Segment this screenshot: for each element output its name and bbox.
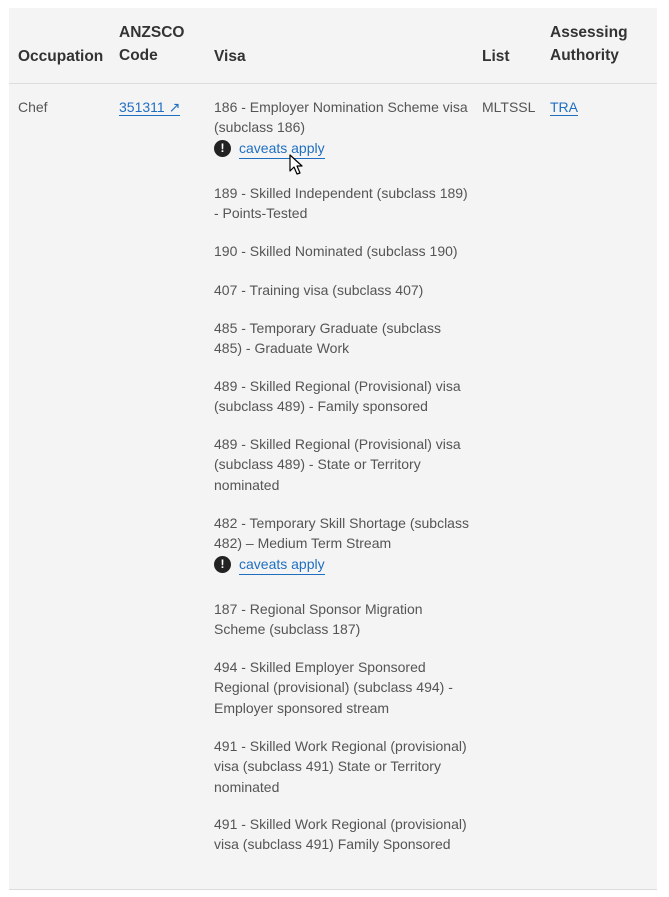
mouse-cursor-icon (289, 154, 305, 176)
anzsco-code-cell (119, 97, 180, 117)
list-cell: MLTSSL (482, 99, 536, 115)
header-list: List (482, 48, 510, 65)
header-assessing-authority: Assessing Authority (550, 24, 628, 64)
assessing-authority-link[interactable]: TRA (550, 99, 578, 115)
external-link-icon: ↗ (168, 99, 181, 115)
visa-item: 494 - Skilled Employer Sponsored Regional (provisional) (subclass 494) - Employer sponsored stream (214, 659, 453, 716)
visa-item (214, 97, 469, 159)
visa-item: 489 - Skilled Regional (Provisional) visa (subclass 489) - Family sponsored (214, 378, 461, 415)
caveat-row (214, 138, 469, 159)
warning-icon: ! (214, 140, 231, 157)
visa-186-text: 186 - Employer Nomination Scheme visa (subclass 186) (214, 99, 468, 136)
visa-item: 190 - Skilled Nominated (subclass 190) (214, 243, 458, 259)
warning-icon: ! (214, 556, 231, 573)
anzsco-code-link[interactable] (119, 99, 180, 116)
visa-item: 407 - Training visa (subclass 407) (214, 282, 424, 298)
occupation-cell: Chef (18, 99, 48, 115)
caveats-apply-link[interactable]: caveats apply (239, 138, 325, 159)
table-header (9, 8, 657, 84)
occupation-table (9, 8, 657, 890)
visa-item (214, 513, 469, 575)
visa-item: 491 - Skilled Work Regional (provisional) visa (subclass 491) Family Sponsored (214, 816, 467, 853)
visa-item: 489 - Skilled Regional (Provisional) visa (subclass 489) - State or Territory nominated (214, 436, 461, 493)
table-row (9, 84, 657, 889)
visa-item: 485 - Temporary Graduate (subclass 485) - Graduate Work (214, 320, 441, 357)
authority-cell (550, 97, 578, 117)
header-occupation: Occupation (18, 48, 104, 65)
visa-482-text: 482 - Temporary Skill Shortage (subclass 482) – Medium Term Stream (214, 515, 469, 552)
header-visa: Visa (214, 48, 246, 65)
visa-item: 491 - Skilled Work Regional (provisional) visa (subclass 491) State or Territory nominated (214, 738, 467, 795)
anzsco-code-text: 351311 (119, 99, 165, 115)
visa-item: 187 - Regional Sponsor Migration Scheme (subclass 187) (214, 601, 423, 638)
caveats-apply-link[interactable]: caveats apply (239, 554, 325, 575)
header-anzsco-code: ANZSCO Code (119, 24, 185, 64)
visa-item: 189 - Skilled Independent (subclass 189) - Points-Tested (214, 185, 468, 222)
caveat-row (214, 554, 469, 575)
